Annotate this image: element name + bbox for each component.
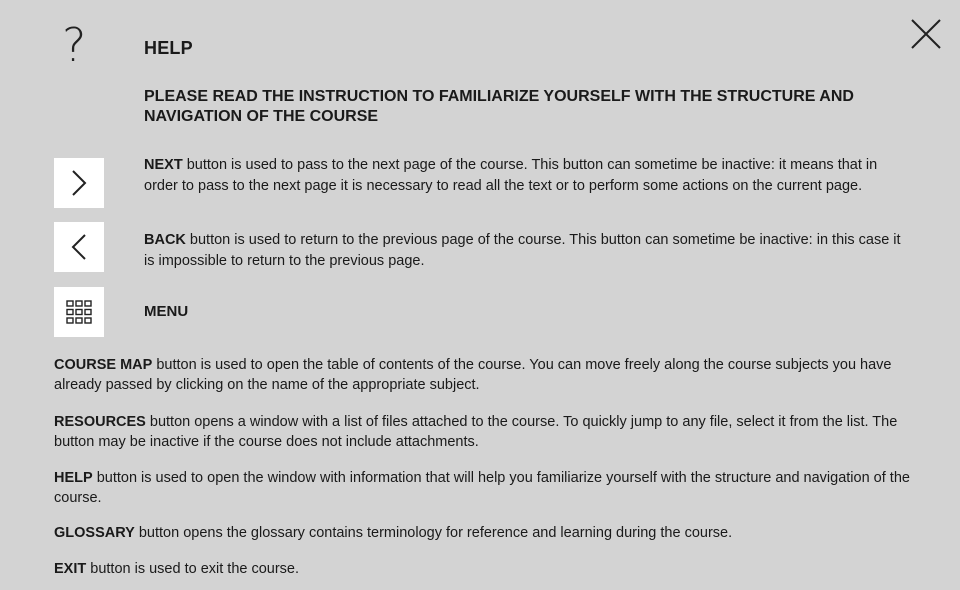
glossary-description	[54, 523, 924, 543]
intro-text: PLEASE READ THE INSTRUCTION TO FAMILIARIZE YOURSELF WITH THE STRUCTURE AND NAVIGATION OF THE COURSE	[144, 88, 854, 125]
next-label: NEXT	[144, 157, 183, 173]
resources-text: button opens a window with a list of files attached to the course. To quickly jump to any file, select it from the list. The button may be inactive if the course does not include attachments.	[54, 414, 898, 450]
help-label: HELP	[54, 470, 93, 486]
next-button-preview[interactable]	[54, 158, 104, 208]
course-map-description	[54, 355, 924, 395]
glossary-text: button opens the glossary contains terminology for reference and learning during the course.	[134, 525, 733, 541]
course-map-text: button is used to open the table of contents of the course. You can move freely along the course subjects you have already passed by clicking on the name of the appropriate subject.	[54, 357, 892, 393]
close-icon	[906, 14, 946, 54]
back-text: button is used to return to the previous page of the course. This button can sometime be inactive: in this case it is impossible to return to the previous page.	[144, 232, 901, 269]
glossary-label: GLOSSARY	[54, 525, 135, 541]
next-text: button is used to pass to the next page of the course. This button can sometime be inactive: it means that in order to pass to the next page it is necessary to read all the text or to perform some actions on the current page.	[144, 157, 878, 194]
resources-description	[54, 412, 924, 452]
course-map-label: COURSE MAP	[54, 357, 153, 373]
menu-button-preview[interactable]	[54, 287, 104, 337]
chevron-left-icon	[67, 232, 91, 262]
help-description	[54, 468, 924, 508]
question-mark-icon: ?	[62, 18, 87, 72]
page-title: HELP	[144, 38, 193, 58]
grid-icon	[66, 300, 92, 324]
menu-label: MENU	[144, 303, 189, 320]
next-description	[144, 155, 904, 197]
resources-label: RESOURCES	[54, 414, 146, 430]
close-button[interactable]	[906, 14, 946, 54]
back-button-preview[interactable]	[54, 222, 104, 272]
back-description	[144, 230, 904, 272]
help-text: button is used to open the window with information that will help you familiarize yourself with the structure and navigation of the course.	[54, 470, 910, 506]
exit-label: EXIT	[54, 561, 87, 577]
exit-text: button is used to exit the course.	[86, 561, 300, 577]
back-label: BACK	[144, 232, 186, 248]
exit-description	[54, 559, 924, 579]
chevron-right-icon	[67, 168, 91, 198]
